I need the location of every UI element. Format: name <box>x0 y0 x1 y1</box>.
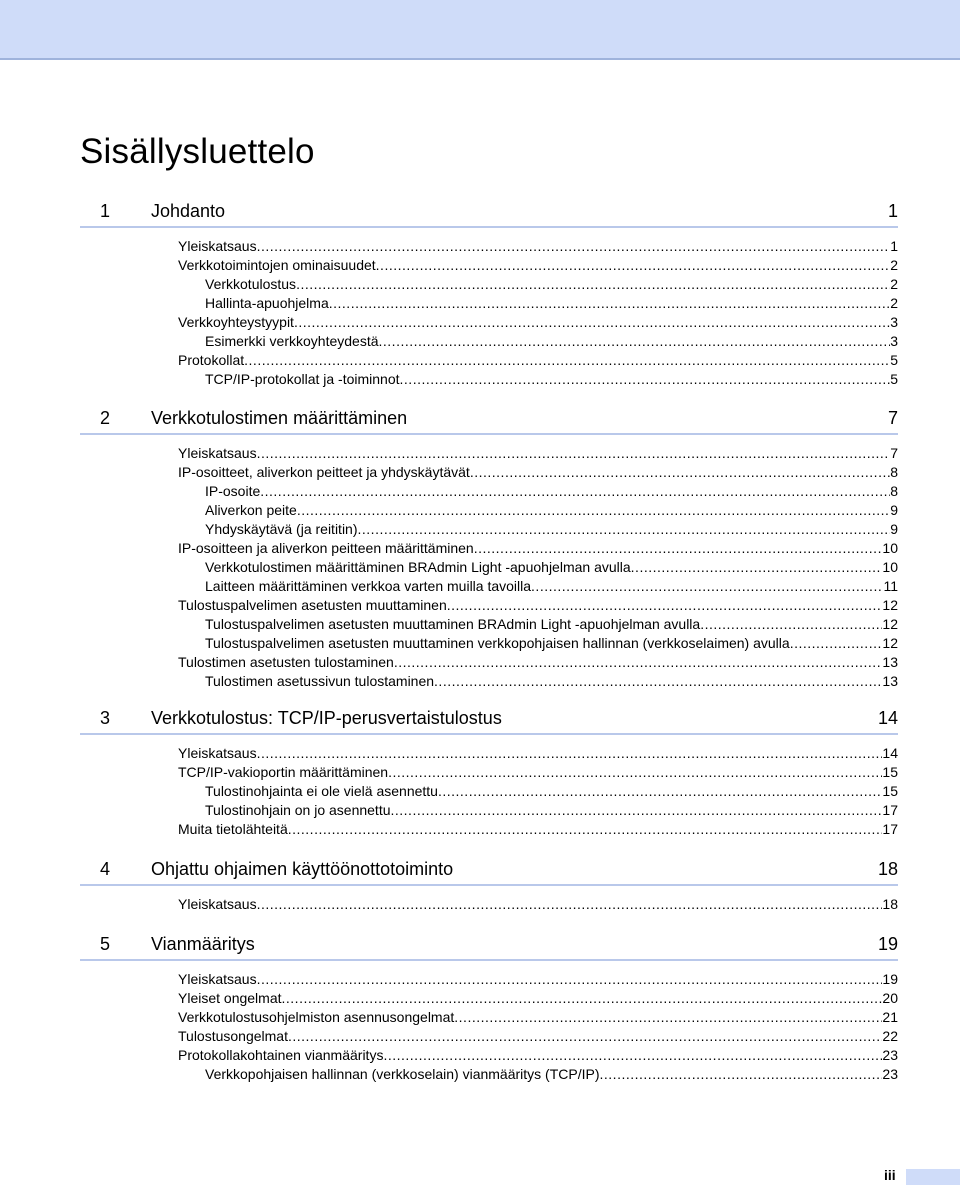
chapter-page: 14 <box>877 708 898 728</box>
toc-entry-page: 2 <box>890 257 898 273</box>
toc-entry[interactable] <box>178 653 898 672</box>
toc-entry-list <box>80 237 898 389</box>
toc-entry[interactable] <box>205 1065 898 1084</box>
toc-entry[interactable] <box>205 577 898 596</box>
toc-entry-text: Tulostuspalvelimen asetusten muuttaminen <box>178 597 447 613</box>
chapter-number: 2 <box>100 408 111 428</box>
toc-entry-page: 9 <box>890 521 898 537</box>
chapter-page: 19 <box>877 934 898 954</box>
toc-entry[interactable] <box>178 820 898 839</box>
toc-entry[interactable] <box>178 313 898 332</box>
page-number: iii <box>884 1167 896 1183</box>
dot-leader <box>358 520 891 539</box>
chapter-number: 5 <box>100 934 111 954</box>
toc-entry-text: Tulostuspalvelimen asetusten muuttaminen verkkopohjaisen hallinnan (verkkoselaimen) avulla <box>205 635 790 651</box>
toc-entry[interactable] <box>205 275 898 294</box>
dot-leader <box>376 256 891 275</box>
chapter-number: 4 <box>100 859 111 879</box>
toc-entry-text: Yleiskatsaus <box>178 238 257 254</box>
toc-entry-text: TCP/IP-vakioportin määrittäminen <box>178 764 389 780</box>
toc-entry[interactable] <box>178 596 898 615</box>
toc-entry-text: Laitteen määrittäminen verkkoa varten muilla tavoilla <box>205 578 532 594</box>
toc-entry-text: Yhdyskäytävä (ja reititin) <box>205 521 358 537</box>
toc-chapter <box>80 707 898 839</box>
toc-entry[interactable] <box>205 801 898 820</box>
dot-leader <box>454 1008 882 1027</box>
dot-leader <box>329 294 890 313</box>
toc-entry-page: 14 <box>882 745 898 761</box>
toc-entry-page: 10 <box>882 559 898 575</box>
toc-entry-page: 3 <box>890 314 898 330</box>
toc-entry-list <box>80 895 898 914</box>
toc-entry[interactable] <box>205 294 898 313</box>
toc-entry-list <box>80 970 898 1084</box>
toc-entry-page: 11 <box>883 578 898 594</box>
toc-chapter <box>80 200 898 389</box>
toc-chapter <box>80 407 898 691</box>
toc-entry-text: Verkkotulostimen määrittäminen BRAdmin Light -apuohjelman avulla <box>205 559 631 575</box>
toc-entry-page: 12 <box>882 597 898 613</box>
chapter-title: Vianmääritys <box>151 934 255 954</box>
toc-entry-text: Hallinta-apuohjelma <box>205 295 329 311</box>
dot-leader <box>257 744 883 763</box>
toc-entry[interactable] <box>178 539 898 558</box>
toc-entry[interactable] <box>178 351 898 370</box>
toc-entry-page: 10 <box>882 540 898 556</box>
toc-entry[interactable] <box>178 763 898 782</box>
toc-entry-page: 5 <box>890 371 898 387</box>
toc-entry-text: TCP/IP-protokollat ja -toiminnot <box>205 371 400 387</box>
toc-entry-text: Yleiskatsaus <box>178 896 257 912</box>
toc-entry[interactable] <box>205 558 898 577</box>
toc-entry-page: 2 <box>890 276 898 292</box>
toc-entry[interactable] <box>178 1046 898 1065</box>
toc-entry-text: Tulostinohjain on jo asennettu <box>205 802 391 818</box>
toc-entry-page: 13 <box>882 673 898 689</box>
dot-leader <box>244 351 890 370</box>
toc-entry-page: 5 <box>890 352 898 368</box>
chapter-page: 18 <box>877 859 898 879</box>
dot-leader <box>631 558 883 577</box>
toc-entry-page: 23 <box>882 1066 898 1082</box>
chapter-title: Ohjattu ohjaimen käyttöönottotoiminto <box>151 859 454 879</box>
dot-leader <box>383 1046 882 1065</box>
toc-entry-page: 22 <box>882 1028 898 1044</box>
footer-band <box>906 1169 960 1185</box>
toc-entry[interactable] <box>205 482 898 501</box>
toc-entry-text: Tulostuspalvelimen asetusten muuttaminen BRAdmin Light -apuohjelman avulla <box>205 616 701 632</box>
toc-entry-page: 8 <box>890 483 898 499</box>
toc-entry-text: IP-osoite <box>205 483 261 499</box>
toc-entry-text: Tulostimen asetussivun tulostaminen <box>205 673 435 689</box>
toc-entry-text: Yleiset ongelmat <box>178 990 282 1006</box>
toc-entry-page: 21 <box>882 1009 898 1025</box>
toc-chapter <box>80 858 898 914</box>
toc-entry-text: Verkkotulostus <box>205 276 297 292</box>
toc-entry[interactable] <box>205 520 898 539</box>
toc-entry-list <box>80 444 898 691</box>
toc-entry[interactable] <box>178 744 898 763</box>
chapter-heading[interactable] <box>80 407 898 435</box>
dot-leader <box>790 634 883 653</box>
toc-entry-page: 23 <box>882 1047 898 1063</box>
toc-entry-text: Aliverkon peite <box>205 502 297 518</box>
toc-entry-text: Protokollat <box>178 352 245 368</box>
dot-leader <box>257 895 883 914</box>
dot-leader <box>297 501 890 520</box>
toc-entry[interactable] <box>205 501 898 520</box>
toc-entry[interactable] <box>178 989 898 1008</box>
toc-entry-text: Tulostinohjainta ei ole vielä asennettu <box>205 783 438 799</box>
toc-entry-text: Yleiskatsaus <box>178 445 257 461</box>
toc-entry[interactable] <box>205 782 898 801</box>
toc-entry-text: Esimerkki verkkoyhteydestä <box>205 333 379 349</box>
toc-entry-page: 13 <box>882 654 898 670</box>
toc-entry[interactable] <box>205 672 898 691</box>
toc-entry-text: IP-osoitteet, aliverkon peitteet ja yhdyskäytävät <box>178 464 470 480</box>
dot-leader <box>257 237 891 256</box>
dot-leader <box>288 1027 882 1046</box>
toc-entry-page: 7 <box>890 445 898 461</box>
dot-leader <box>700 615 882 634</box>
toc-entry[interactable] <box>178 1008 898 1027</box>
chapter-page: 7 <box>887 408 898 428</box>
toc-entry-text: Protokollakohtainen vianmääritys <box>178 1047 384 1063</box>
dot-leader <box>447 596 883 615</box>
header-band <box>0 0 960 60</box>
chapter-heading[interactable] <box>80 707 898 735</box>
toc-entry[interactable] <box>178 256 898 275</box>
toc-entry-page: 20 <box>882 990 898 1006</box>
dot-leader <box>400 370 891 389</box>
chapter-heading[interactable] <box>80 200 898 228</box>
dot-leader <box>474 539 883 558</box>
toc-entry-page: 18 <box>882 896 898 912</box>
dot-leader <box>379 332 891 351</box>
dot-leader <box>388 763 882 782</box>
toc-entry[interactable] <box>178 463 898 482</box>
dot-leader <box>294 313 890 332</box>
dot-leader <box>260 482 890 501</box>
toc-entry-text: Yleiskatsaus <box>178 745 257 761</box>
toc-entry[interactable] <box>178 970 898 989</box>
dot-leader <box>391 801 883 820</box>
toc-entry[interactable] <box>178 237 898 256</box>
chapter-heading[interactable] <box>80 933 898 961</box>
toc-entry-text: IP-osoitteen ja aliverkon peitteen määrittäminen <box>178 540 474 556</box>
dot-leader <box>296 275 890 294</box>
dot-leader <box>288 820 883 839</box>
chapter-page: 1 <box>887 201 898 221</box>
chapter-title: Johdanto <box>151 201 226 221</box>
toc-entry[interactable] <box>178 895 898 914</box>
toc-entry-page: 2 <box>890 295 898 311</box>
toc-entry-page: 19 <box>882 971 898 987</box>
page-title: Sisällysluettelo <box>80 132 315 171</box>
chapter-title: Verkkotulostimen määrittäminen <box>151 408 408 428</box>
dot-leader <box>257 444 891 463</box>
chapter-heading[interactable] <box>80 858 898 886</box>
dot-leader <box>257 970 883 989</box>
dot-leader <box>470 463 890 482</box>
toc-entry-list <box>80 744 898 839</box>
toc-entry-page: 12 <box>882 616 898 632</box>
toc-entry-page: 9 <box>890 502 898 518</box>
toc-entry-text: Verkkotoimintojen ominaisuudet <box>178 257 376 273</box>
toc-entry-text: Verkkotulostusohjelmiston asennusongelmat <box>178 1009 455 1025</box>
toc-entry-text: Tulostimen asetusten tulostaminen <box>178 654 394 670</box>
toc-entry-page: 3 <box>890 333 898 349</box>
dot-leader <box>282 989 883 1008</box>
toc-entry[interactable] <box>205 370 898 389</box>
toc-entry-page: 15 <box>882 783 898 799</box>
toc-entry[interactable] <box>205 332 898 351</box>
toc-entry[interactable] <box>205 615 898 634</box>
toc-entry-text: Muita tietolähteitä <box>178 821 288 837</box>
dot-leader <box>434 672 882 691</box>
dot-leader <box>394 653 883 672</box>
toc-entry-page: 8 <box>890 464 898 480</box>
chapter-number: 3 <box>100 708 111 728</box>
chapter-title: Verkkotulostus: TCP/IP-perusvertaistulostus <box>151 708 502 728</box>
toc-entry-page: 12 <box>882 635 898 651</box>
toc-entry-text: Verkkoyhteystyypit <box>178 314 294 330</box>
toc-entry-page: 1 <box>890 238 898 254</box>
dot-leader <box>531 577 883 596</box>
toc-entry-text: Tulostusongelmat <box>178 1028 288 1044</box>
toc-chapter <box>80 933 898 1084</box>
dot-leader <box>600 1065 883 1084</box>
toc-entry[interactable] <box>178 1027 898 1046</box>
toc-entry-page: 15 <box>882 764 898 780</box>
chapter-number: 1 <box>100 201 111 221</box>
toc-entry[interactable] <box>205 634 898 653</box>
toc-entry-text: Verkkopohjaisen hallinnan (verkkoselain) vianmääritys (TCP/IP) <box>205 1066 600 1082</box>
toc-entry[interactable] <box>178 444 898 463</box>
toc-entry-text: Yleiskatsaus <box>178 971 257 987</box>
toc-entry-page: 17 <box>882 802 898 818</box>
dot-leader <box>438 782 882 801</box>
toc-entry-page: 17 <box>882 821 898 837</box>
